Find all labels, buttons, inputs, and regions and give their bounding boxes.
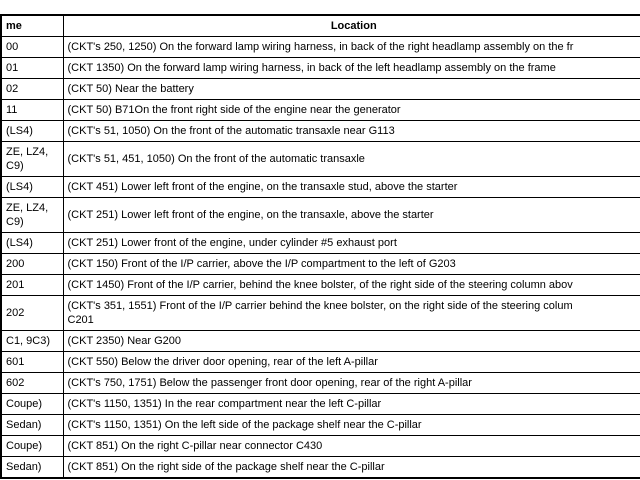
- ground-name-text: (LS4): [6, 181, 33, 193]
- ground-name-cell: [1, 296, 63, 331]
- location-cell: [63, 275, 640, 296]
- ground-name-text: Sedan): [6, 419, 42, 431]
- table-row: [1, 457, 640, 479]
- ground-name-cell: [1, 121, 63, 142]
- table-row: [1, 37, 640, 58]
- ground-name-cell: [1, 58, 63, 79]
- ground-locations-table: [0, 14, 640, 479]
- location-cell: [63, 37, 640, 58]
- location-cell: [63, 373, 640, 394]
- ground-name-text: Coupe): [6, 398, 43, 410]
- location-text: (CKT's 351, 1551) Front of the I/P carrier behind the knee bolster, on the right side of the steering colum: [67, 300, 573, 312]
- location-text: (CKT 851) On the right C-pillar near connector C430: [67, 440, 323, 452]
- table-row: [1, 100, 640, 121]
- ground-name-cell: [1, 394, 63, 415]
- location-cell: [63, 100, 640, 121]
- ground-name-text: ZE, LZ4,: [6, 202, 49, 214]
- column-header-name: me: [1, 15, 63, 37]
- table-row: [1, 373, 640, 394]
- ground-name-cell: [1, 254, 63, 275]
- location-cell: [63, 58, 640, 79]
- ground-name-text: 201: [6, 279, 25, 291]
- location-cell: [63, 415, 640, 436]
- location-cell: [63, 177, 640, 198]
- location-text: (CKT 1450) Front of the I/P carrier, behind the knee bolster, of the right side of the steering column abov: [67, 279, 573, 291]
- ground-name-text: 00: [6, 41, 19, 53]
- table-body: [1, 37, 640, 479]
- ground-name-text: 602: [6, 377, 25, 389]
- ground-name-cell: [1, 142, 63, 177]
- ground-name-cell: [1, 331, 63, 352]
- location-cell: [63, 331, 640, 352]
- ground-name-text: 202: [6, 307, 25, 319]
- ground-name-cell: [1, 436, 63, 457]
- location-text: (CKT's 1150, 1351) On the left side of the package shelf near the C-pillar: [67, 419, 422, 431]
- table-row: [1, 79, 640, 100]
- location-text: (CKT 851) On the right side of the package shelf near the C-pillar: [67, 461, 385, 473]
- table-row: [1, 436, 640, 457]
- ground-name-cell: [1, 100, 63, 121]
- ground-name-cell: [1, 352, 63, 373]
- column-header-location: Location: [63, 15, 640, 37]
- location-cell: [63, 233, 640, 254]
- ground-name-text: (LS4): [6, 125, 33, 137]
- location-text: (CKT 550) Below the driver door opening, rear of the left A-pillar: [67, 356, 378, 368]
- ground-name-text: 11: [6, 104, 18, 116]
- table-row: [1, 58, 640, 79]
- ground-name-text: 02: [6, 83, 19, 95]
- table-row: [1, 394, 640, 415]
- table-header-row: [1, 15, 640, 37]
- ground-name-cell: [1, 457, 63, 479]
- table-row: [1, 121, 640, 142]
- location-text: (CKT's 250, 1250) On the forward lamp wiring harness, in back of the right headlamp assembly on the fr: [67, 41, 574, 53]
- table-row: [1, 296, 640, 331]
- location-text: (CKT 251) Lower left front of the engine, on the transaxle, above the starter: [67, 209, 434, 221]
- ground-name-cell: [1, 233, 63, 254]
- location-cell: [63, 352, 640, 373]
- table-row: [1, 352, 640, 373]
- location-text: (CKT 50) Near the battery: [67, 83, 194, 95]
- ground-name-text: 01: [6, 62, 19, 74]
- table-row: [1, 233, 640, 254]
- location-text: (CKT's 1150, 1351) In the rear compartment near the left C-pillar: [67, 398, 382, 410]
- location-cell: [63, 436, 640, 457]
- table-row: [1, 177, 640, 198]
- document-page: [0, 14, 640, 479]
- ground-name-cell: [1, 37, 63, 58]
- location-text: (CKT 2350) Near G200: [67, 335, 182, 347]
- location-text: (CKT's 750, 1751) Below the passenger front door opening, rear of the right A-pillar: [67, 377, 472, 389]
- ground-name-cell: [1, 373, 63, 394]
- ground-name-cell: [1, 79, 63, 100]
- ground-name-text: Sedan): [6, 461, 42, 473]
- location-cell: [63, 254, 640, 275]
- location-cell: [63, 198, 640, 233]
- table-row: [1, 415, 640, 436]
- ground-name-text: C9): [6, 216, 24, 228]
- location-text: (CKT 150) Front of the I/P carrier, above the I/P compartment to the left of G203: [67, 258, 456, 270]
- ground-name-cell: [1, 275, 63, 296]
- location-text: (CKT's 51, 451, 1050) On the front of the automatic transaxle: [67, 153, 365, 165]
- location-cell: [63, 394, 640, 415]
- location-cell: [63, 121, 640, 142]
- table-row: [1, 331, 640, 352]
- ground-name-text: ZE, LZ4,: [6, 146, 49, 158]
- ground-name-cell: [1, 415, 63, 436]
- location-text: (CKT's 51, 1050) On the front of the automatic transaxle near G113: [67, 125, 395, 137]
- location-text: (CKT 451) Lower left front of the engine, on the transaxle stud, above the starter: [67, 181, 458, 193]
- table-row: [1, 275, 640, 296]
- location-text: (CKT 50) B71On the front right side of the engine near the generator: [67, 104, 401, 116]
- location-text: C201: [67, 314, 94, 326]
- ground-name-text: C9): [6, 160, 24, 172]
- table-row: [1, 254, 640, 275]
- ground-name-text: 200: [6, 258, 25, 270]
- location-cell: [63, 296, 640, 331]
- ground-name-text: (LS4): [6, 237, 33, 249]
- location-cell: [63, 79, 640, 100]
- location-text: (CKT 251) Lower front of the engine, under cylinder #5 exhaust port: [67, 237, 397, 249]
- table-row: [1, 142, 640, 177]
- location-text: (CKT 1350) On the forward lamp wiring harness, in back of the left headlamp assembly on the frame: [67, 62, 556, 74]
- ground-name-text: Coupe): [6, 440, 43, 452]
- ground-name-text: C1, 9C3): [6, 335, 51, 347]
- ground-name-text: 601: [6, 356, 25, 368]
- ground-name-cell: [1, 198, 63, 233]
- location-cell: [63, 142, 640, 177]
- location-cell: [63, 457, 640, 479]
- ground-name-cell: [1, 177, 63, 198]
- table-row: [1, 198, 640, 233]
